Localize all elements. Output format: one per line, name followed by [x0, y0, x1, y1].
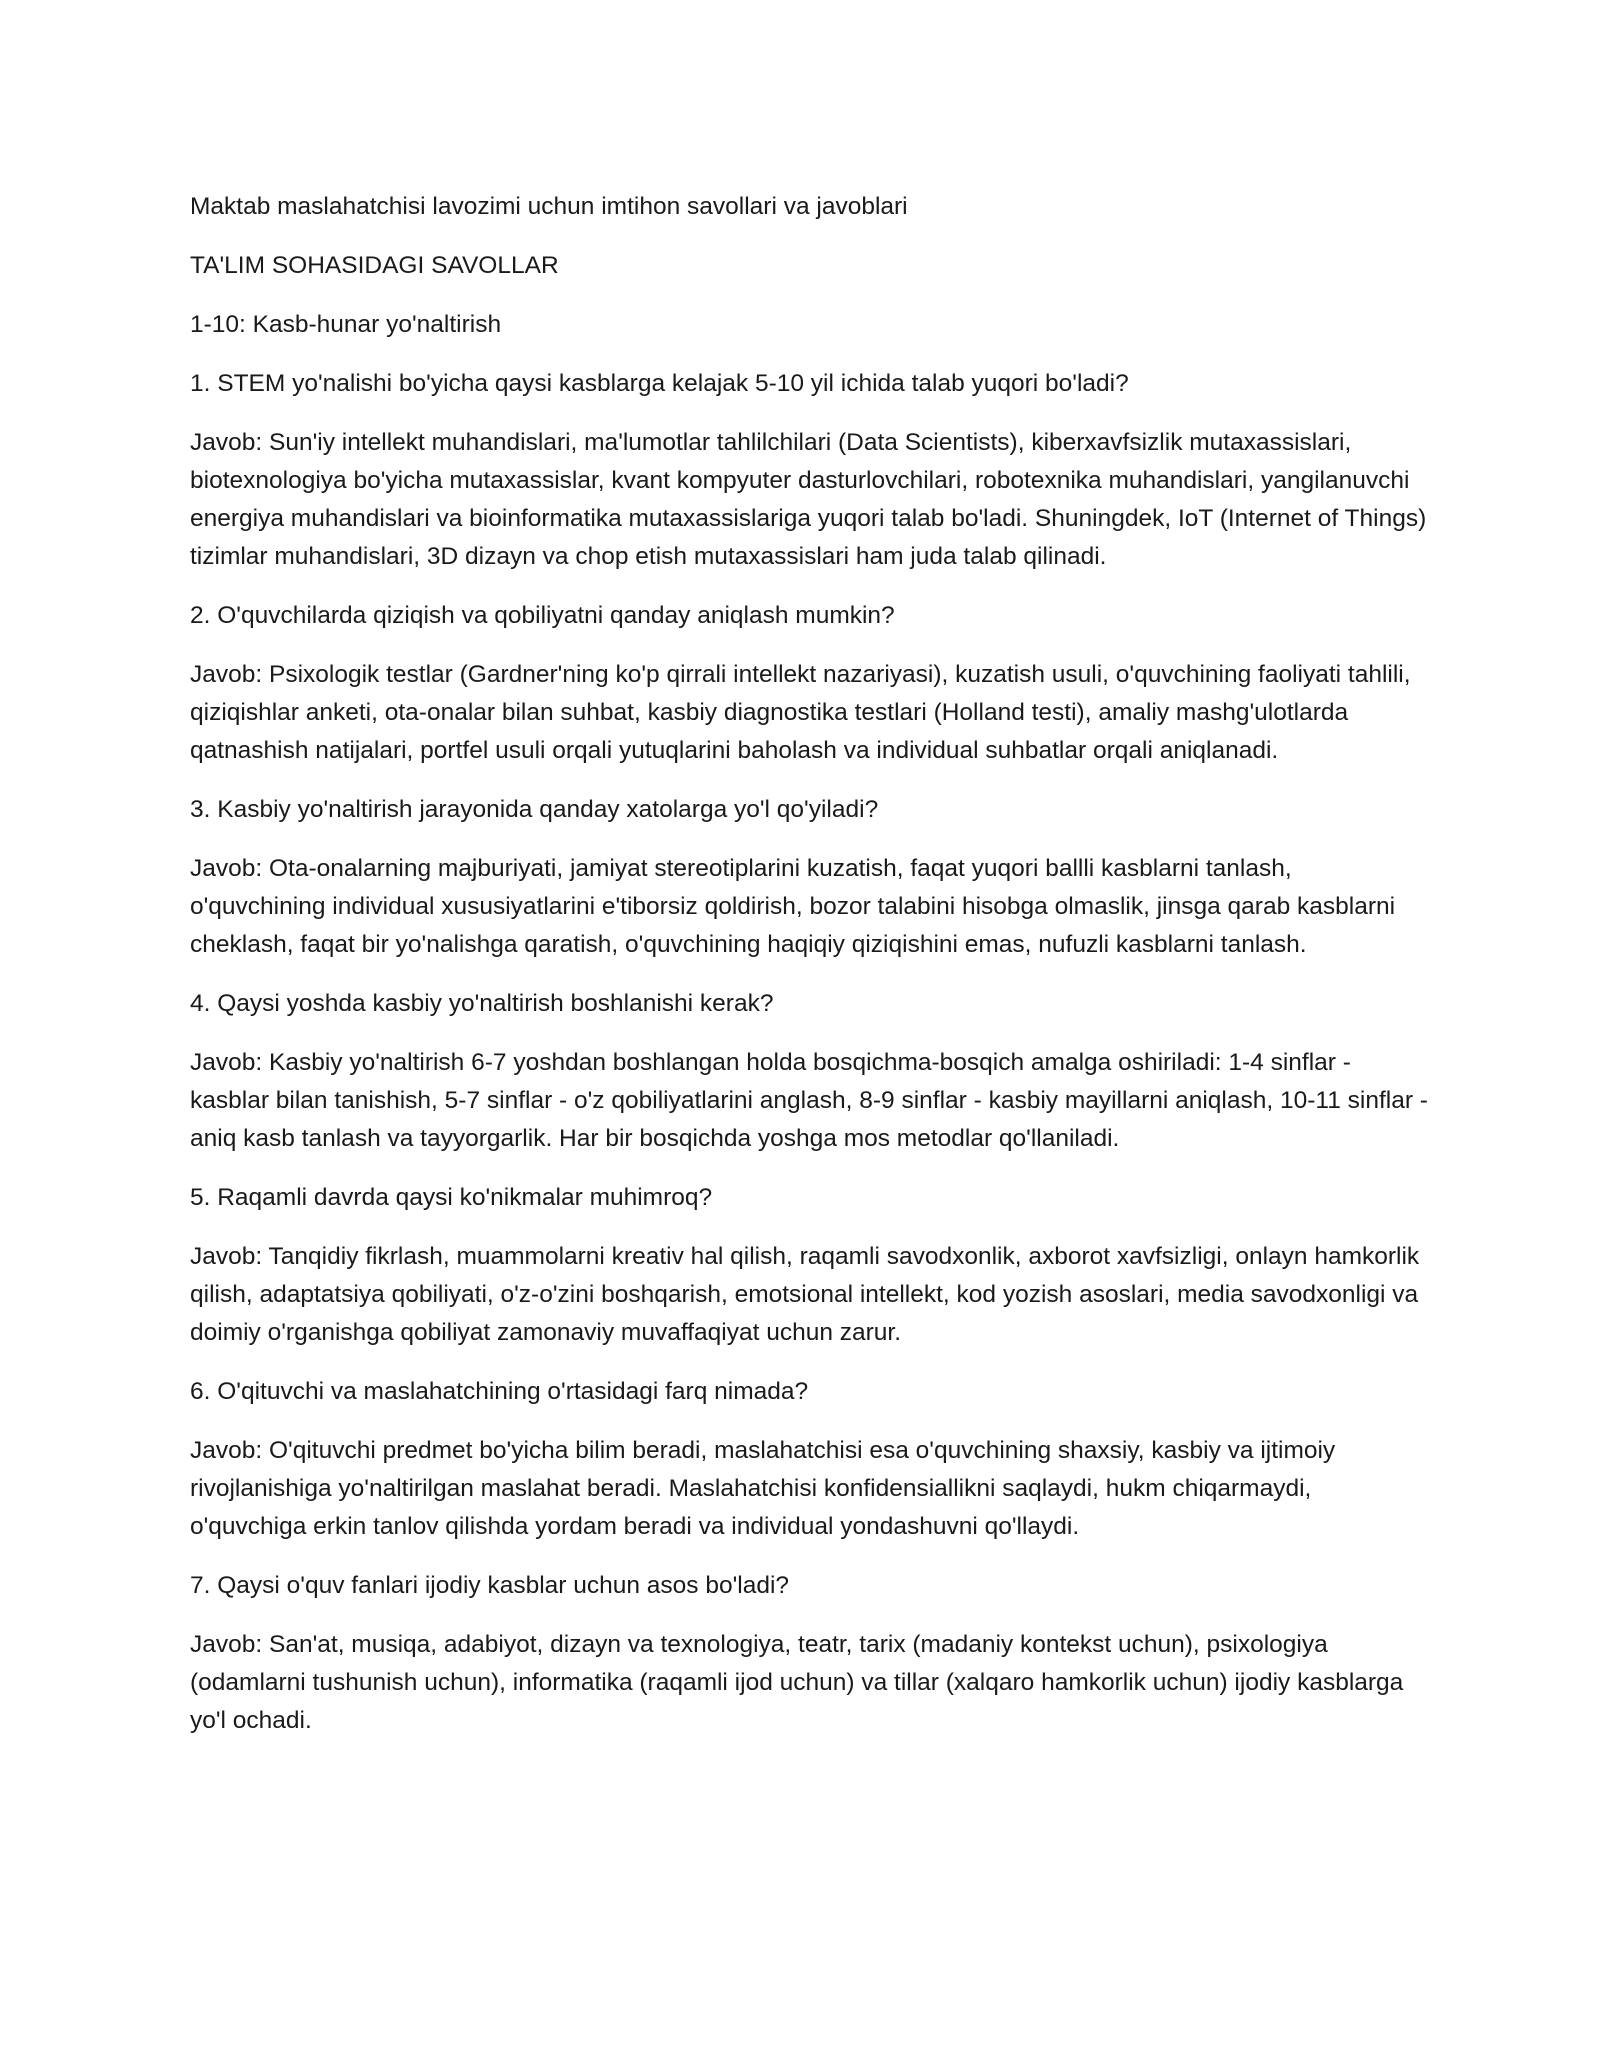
answer-text: Javob: Ota-onalarning majburiyati, jamiyat stereotiplarini kuzatish, faqat yuqori ballli kasblarni tanlash, o'quvchining individual xususiyatlarini e'tiborsiz qoldirish, bozor talabini hisobga olmaslik, jinsga qarab kasblarni cheklash, faqat bir yo'nalishga qaratish, o'quvchining haqiqiy qiziqishini emas, nufuzli kasblarni tanlash.	[190, 855, 1396, 958]
qa-item-5	[190, 1179, 1430, 1352]
qa-item-2	[190, 597, 1430, 770]
answer-text: Javob: Sun'iy intellekt muhandislari, ma'lumotlar tahlilchilari (Data Scientists), kiberxavfsizlik mutaxassislari, biotexnologiya bo'yicha mutaxassislar, kvant kompyuter dasturlovchilari, robotexnika muhandislari, yangilanuvchi energiya muhandislari va bioinformatika mutaxassislariga yuqori talab bo'ladi. Shuningdek, IoT (Internet of Things) tizimlar muhandislari, 3D dizayn va chop etish mutaxassislari ham juda talab qilinadi.	[190, 429, 1427, 570]
document-title: Maktab maslahatchisi lavozimi uchun imtihon savollari va javoblari	[190, 193, 908, 220]
question-text: 2. O'quvchilarda qiziqish va qobiliyatni qanday aniqlash mumkin?	[190, 602, 895, 629]
answer-text: Javob: San'at, musiqa, adabiyot, dizayn va texnologiya, teatr, tarix (madaniy kontekst uchun), psixologiya (odamlarni tushunish uchun), informatika (raqamli ijod uchun) va tillar (xalqaro hamkorlik uchun) ijodiy kasblarga yo'l ochadi.	[190, 1631, 1404, 1734]
subsection-heading: 1-10: Kasb-hunar yo'naltirish	[190, 311, 502, 338]
answer-text: Javob: Tanqidiy fikrlash, muammolarni kreativ hal qilish, raqamli savodxonlik, axborot xavfsizligi, onlayn hamkorlik qilish, adaptatsiya qobiliyati, o'z-o'zini boshqarish, emotsional intellekt, kod yozish asoslari, media savodxonligi va doimiy o'rganishga qobiliyat zamonaviy muvaffaqiyat uchun zarur.	[190, 1243, 1420, 1346]
document-body	[190, 188, 1430, 1761]
section-heading: TA'LIM SOHASIDAGI SAVOLLAR	[190, 252, 559, 279]
question-text: 7. Qaysi o'quv fanlari ijodiy kasblar uchun asos bo'ladi?	[190, 1572, 790, 1599]
question-text: 5. Raqamli davrda qaysi ko'nikmalar muhimroq?	[190, 1184, 713, 1211]
qa-item-3	[190, 791, 1430, 964]
qa-item-7	[190, 1567, 1430, 1740]
qa-item-1	[190, 365, 1430, 576]
answer-text: Javob: O'qituvchi predmet bo'yicha bilim beradi, maslahatchisi esa o'quvchining shaxsiy, kasbiy va ijtimoiy rivojlanishiga yo'naltirilgan maslahat beradi. Maslahatchisi konfidensiallikni saqlaydi, hukm chiqarmaydi, o'quvchiga erkin tanlov qilishda yordam beradi va individual yondashuvni qo'llaydi.	[190, 1437, 1336, 1540]
qa-item-6	[190, 1373, 1430, 1546]
qa-item-4	[190, 985, 1430, 1158]
question-text: 4. Qaysi yoshda kasbiy yo'naltirish boshlanishi kerak?	[190, 990, 774, 1017]
question-text: 6. O'qituvchi va maslahatchining o'rtasidagi farq nimada?	[190, 1378, 809, 1405]
question-text: 1. STEM yo'nalishi bo'yicha qaysi kasblarga kelajak 5-10 yil ichida talab yuqori bo'ladi?	[190, 370, 1129, 397]
answer-text: Javob: Psixologik testlar (Gardner'ning ko'p qirrali intellekt nazariyasi), kuzatish usuli, o'quvchining faoliyati tahlili, qiziqishlar anketi, ota-onalar bilan suhbat, kasbiy diagnostika testlari (Holland testi), amaliy mashg'ulotlarda qatnashish natijalari, portfel usuli orqali yutuqlarini baholash va individual suhbatlar orqali aniqlanadi.	[190, 661, 1411, 764]
answer-text: Javob: Kasbiy yo'naltirish 6-7 yoshdan boshlangan holda bosqichma-bosqich amalga oshiriladi: 1-4 sinflar - kasblar bilan tanishish, 5-7 sinflar - o'z qobiliyatlarini anglash, 8-9 sinflar - kasbiy mayillarni aniqlash, 10-11 sinflar - aniq kasb tanlash va tayyorgarlik. Har bir bosqichda yoshga mos metodlar qo'llaniladi.	[190, 1049, 1428, 1152]
question-text: 3. Kasbiy yo'naltirish jarayonida qanday xatolarga yo'l qo'yiladi?	[190, 796, 879, 823]
